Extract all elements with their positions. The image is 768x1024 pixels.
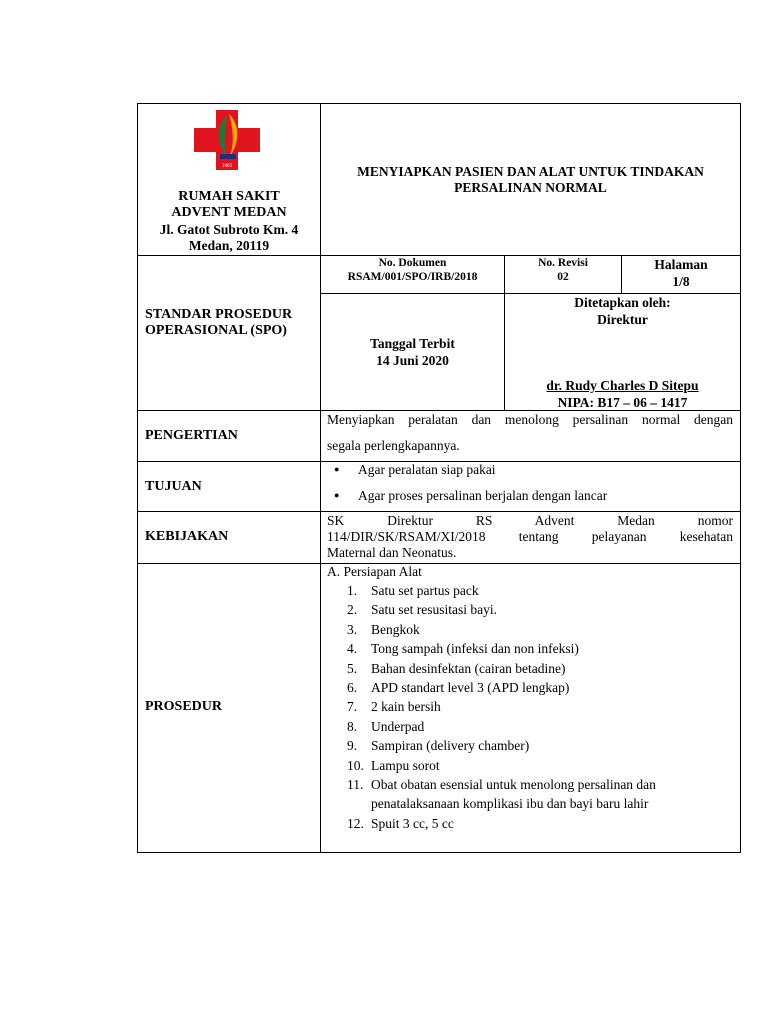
pengertian-line-2: segala perlengkapannya. [327,438,460,453]
prosedur-item [327,717,707,736]
tujuan-item: ● Agar proses persalinan berjalan dengan lancar [320,488,730,514]
halaman-label: Halaman [654,257,708,272]
no-dokumen [320,256,505,284]
no-revisi-value: 02 [557,271,569,283]
logo-year: 1965 [221,163,233,168]
tanggal-terbit [320,335,505,369]
prosedur-item-text: Satu set partus pack [371,583,479,598]
prosedur-item-number: 7. [347,699,358,715]
spo-label: STANDAR PROSEDUR OPERASIONAL (SPO) [145,307,293,338]
prosedur-item-number: 1. [347,583,358,598]
ditetapkan-oleh [504,294,741,328]
document-title: MENYIAPKAN PASIEN DAN ALAT UNTUK TINDAKAN PERSALINAN NORMAL [357,164,704,195]
ditetapkan-role: Direktur [597,312,648,327]
tujuan-item: ● Agar peralatan siap pakai [320,462,730,488]
prosedur-item [327,678,707,697]
prosedur-item [327,600,707,619]
prosedur-item [327,736,707,755]
prosedur-item-number: 4. [347,641,358,657]
prosedur-item-text: Bahan desinfektan (cairan betadine) [371,660,566,676]
prosedur-item-text: Underpad [371,718,425,734]
prosedur-item [327,697,707,716]
prosedur-item-number: 9. [347,738,358,754]
prosedur-section-title: A. Persiapan Alat [327,564,422,579]
tanggal-terbit-label: Tanggal Terbit [370,336,455,351]
prosedur-item-text: Bengkok [371,621,420,637]
prosedur-item-number: 2. [347,602,358,618]
signatory [504,377,741,411]
pengertian-label: PENGERTIAN [145,428,238,443]
kebijakan-line-1: SK Direktur RS Advent Medan nomor [327,513,733,528]
prosedur-item-number: 10. [347,757,364,773]
prosedur-item-number: 11. [347,777,364,793]
halaman-value: 1/8 [672,274,690,289]
halaman [621,256,741,290]
prosedur-item [327,620,707,639]
hospital-address: Jl. Gatot Subroto Km. 4 Medan, 20119 [159,222,299,253]
prosedur-item-text: Satu set resusitasi bayi. [371,602,497,618]
no-revisi-label: No. Revisi [538,257,588,269]
prosedur-item [327,756,707,775]
prosedur-item-text: Obat obatan esensial untuk menolong persalinan dan penatalaksanaan komplikasi ibu dan bayi baru lahir [371,777,656,812]
no-dokumen-value: RSAM/001/SPO/IRB/2018 [347,271,478,283]
pengertian-text [327,412,733,454]
hospital-logo [193,108,261,172]
prosedur-item [327,581,707,600]
logo-book [220,154,236,159]
prosedur-item-number: 8. [347,718,358,734]
prosedur-item-text: Lampu sorot [371,757,440,773]
prosedur-item-text: Sampiran (delivery chamber) [371,738,530,754]
ditetapkan-label: Ditetapkan oleh: [574,295,671,310]
tujuan-label: TUJUAN [145,479,202,494]
prosedur-item-text: APD standart level 3 (APD lengkap) [371,680,570,696]
prosedur-item-number: 12. [347,815,364,831]
spo-document [137,103,741,853]
kebijakan-text [327,513,733,561]
prosedur-item-text: Tong sampah (infeksi dan non infeksi) [371,641,579,657]
tujuan-list [320,462,730,514]
signatory-nipa: NIPA: B17 – 06 – 1417 [557,395,688,410]
kebijakan-label: KEBIJAKAN [145,529,229,544]
prosedur-item-text: 2 kain bersih [371,699,441,715]
prosedur-item-number: 6. [347,680,358,696]
no-revisi [504,256,622,284]
prosedur-item [327,659,707,678]
hospital-name: RUMAH SAKIT ADVENT MEDAN [171,189,287,220]
prosedur-list [327,581,707,833]
prosedur-item [327,814,707,833]
logo-cross-horizontal [194,128,260,152]
signatory-name: dr. Rudy Charles D Sitepu [546,378,699,393]
prosedur-item [327,639,707,658]
prosedur-item-text: Spuit 3 cc, 5 cc [371,815,454,831]
prosedur-label: PROSEDUR [145,699,223,714]
pengertian-line-1: Menyiapkan peralatan dan menolong persalinan normal dengan [327,412,733,427]
no-dokumen-label: No. Dokumen [378,257,447,269]
prosedur-item-number: 3. [347,621,358,637]
tanggal-terbit-value: 14 Juni 2020 [376,353,449,368]
prosedur-item [327,775,707,814]
prosedur-item-number: 5. [347,660,358,676]
kebijakan-line-2: 114/DIR/SK/RSAM/XI/2018 tentang pelayanan kesehatan [327,529,733,544]
kebijakan-line-3: Maternal dan Neonatus. [327,545,457,560]
